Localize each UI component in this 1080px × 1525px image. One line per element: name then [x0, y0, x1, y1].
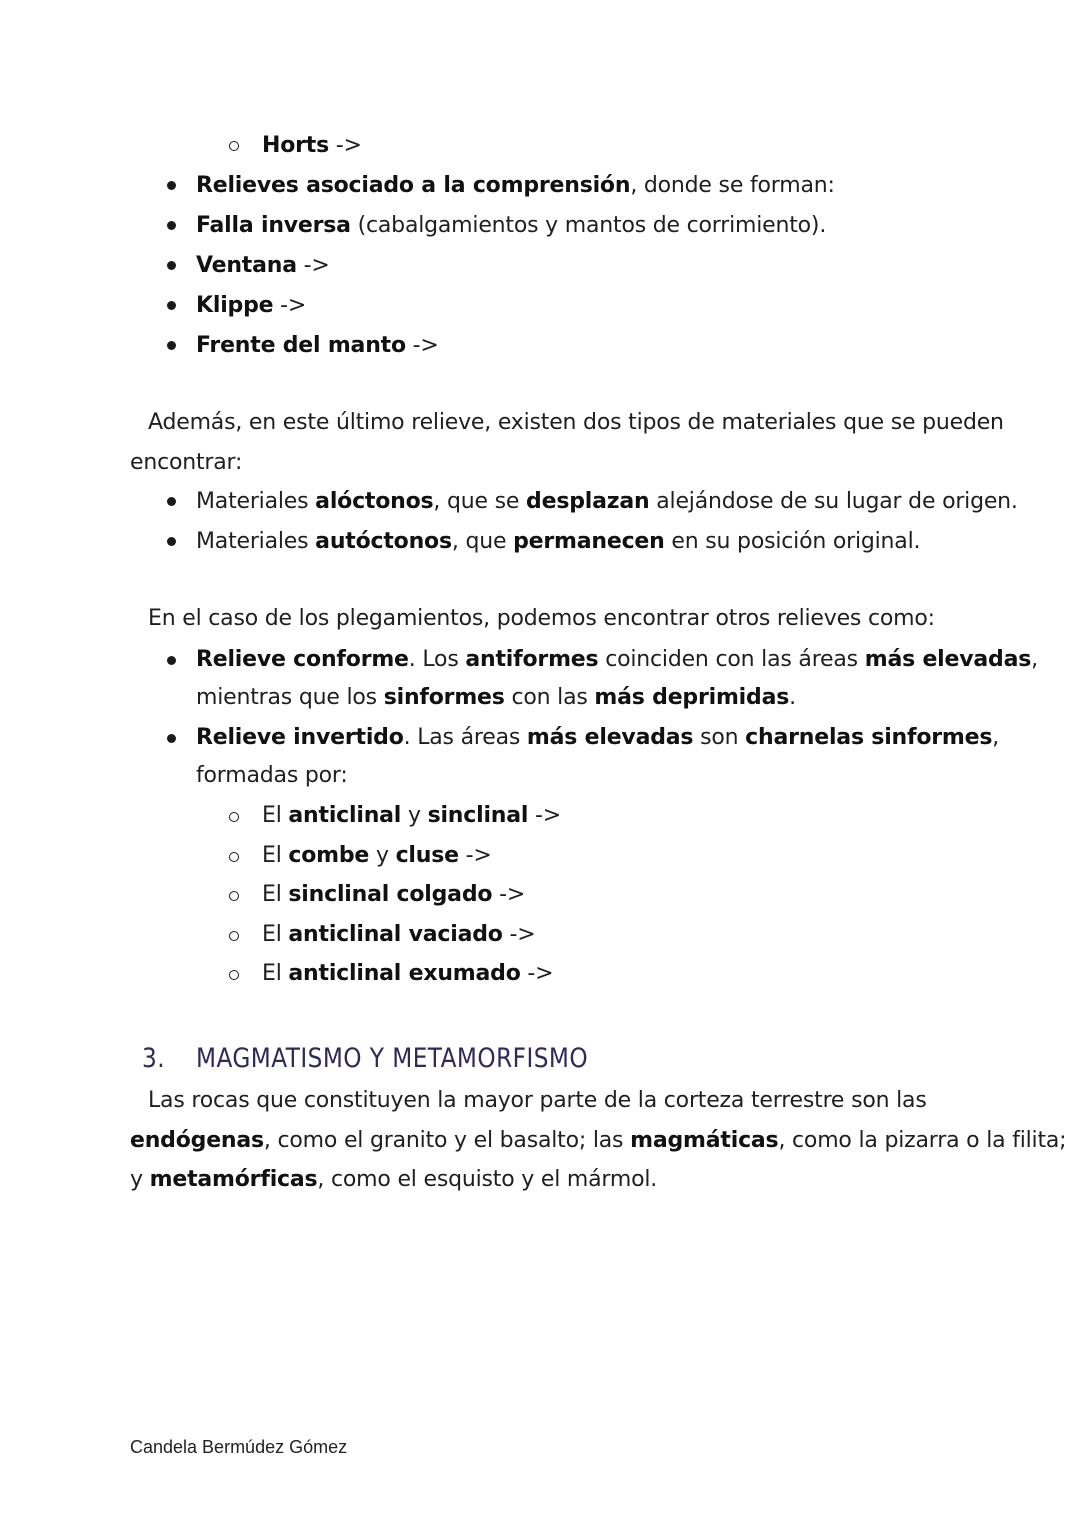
hollow-bullet-icon: [229, 852, 239, 862]
list-item: Materiales alóctonos, que se desplazan alejándose de su lugar de origen.: [196, 489, 1018, 514]
hollow-bullet-icon: [229, 141, 239, 151]
sublist-item: El anticlinal y sinclinal ->: [262, 803, 561, 828]
list-item: Relieve conforme. Los antiformes coinciden con las áreas más elevadas,: [196, 647, 1038, 672]
list-item: Relieves asociado a la comprensión, donde se forman:: [196, 173, 835, 198]
hollow-bullet-icon: [229, 812, 239, 822]
list-item: Relieve invertido. Las áreas más elevadas son charnelas sinformes,: [196, 725, 1000, 750]
sublist-item: El anticlinal exumado ->: [262, 961, 554, 986]
bullet-icon: [167, 181, 176, 190]
paragraph-line: y metamórficas, como el esquisto y el mármol.: [130, 1167, 658, 1192]
list-item: Frente del manto ->: [196, 333, 439, 358]
list-item: Falla inversa (cabalgamientos y mantos de corrimiento).: [196, 213, 827, 238]
bullet-icon: [167, 656, 176, 665]
sublist-item: El combe y cluse ->: [262, 843, 492, 868]
list-item: Horts ->: [262, 133, 362, 158]
list-item: Klippe ->: [196, 293, 307, 318]
bullet-icon: [167, 301, 176, 310]
list-item: Materiales autóctonos, que permanecen en su posición original.: [196, 529, 921, 554]
hollow-bullet-icon: [229, 891, 239, 901]
paragraph-line: Las rocas que constituyen la mayor parte de la corteza terrestre son las: [148, 1088, 927, 1113]
bullet-icon: [167, 341, 176, 350]
bullet-icon: [167, 261, 176, 270]
section-title: MAGMATISMO Y METAMORFISMO: [196, 1043, 589, 1074]
hollow-bullet-icon: [229, 931, 239, 941]
bullet-icon: [167, 497, 176, 506]
bullet-icon: [167, 221, 176, 230]
paragraph-line: Además, en este último relieve, existen dos tipos de materiales que se pueden: [148, 410, 1004, 435]
sublist-item: El anticlinal vaciado ->: [262, 922, 536, 947]
paragraph-line: En el caso de los plegamientos, podemos encontrar otros relieves como:: [148, 606, 935, 631]
hollow-bullet-icon: [229, 970, 239, 980]
sublist-item: El sinclinal colgado ->: [262, 882, 526, 907]
paragraph-line: encontrar:: [130, 450, 243, 475]
section-number: 3.: [142, 1043, 166, 1074]
list-item-continuation: mientras que los sinformes con las más deprimidas.: [196, 685, 796, 710]
page-footer-author: Candela Bermúdez Gómez: [130, 1437, 348, 1457]
list-item: Ventana ->: [196, 253, 330, 278]
bullet-icon: [167, 537, 176, 546]
paragraph-line: endógenas, como el granito y el basalto; las magmáticas, como la pizarra o la filita;: [130, 1128, 1067, 1153]
list-item-continuation: formadas por:: [196, 763, 348, 788]
bullet-icon: [167, 734, 176, 743]
